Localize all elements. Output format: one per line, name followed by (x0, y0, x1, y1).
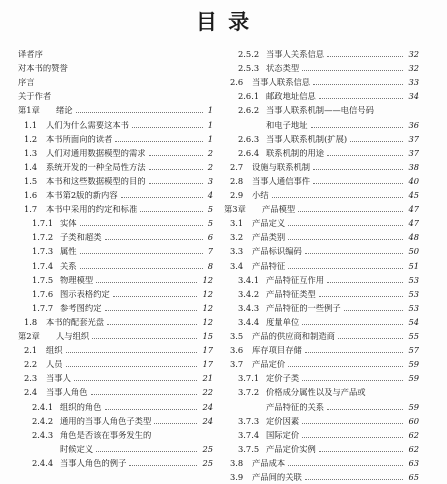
toc-leader-dots (149, 169, 203, 170)
toc-leader-dots (80, 268, 203, 269)
toc-entry-number: 2.3 (24, 374, 38, 384)
toc-entry[interactable] (224, 191, 419, 202)
toc-leader-dots (80, 253, 203, 254)
toc-entry[interactable] (18, 205, 213, 216)
toc-entry-number: 3.1 (230, 219, 244, 229)
toc-leader-dots (92, 338, 197, 339)
toc-entry[interactable] (18, 318, 213, 329)
toc-entry-title: 和电子地址 (266, 120, 308, 130)
toc-page-number: 36 (408, 120, 419, 130)
toc-entry-number: 1.3 (24, 148, 38, 158)
toc-entry-number: 2.4.2 (32, 416, 54, 426)
toc-entry-title: 小结 (252, 191, 269, 200)
toc-entry-title: 当事人联系机制(扩展) (266, 134, 348, 144)
toc-entry-title: 价格成分属性以及与产品或 (266, 388, 366, 398)
toc-leader-dots (91, 394, 198, 395)
toc-page-number: 5 (207, 205, 213, 215)
toc-entry[interactable] (224, 388, 419, 399)
toc-page-number: 53 (408, 289, 419, 299)
toc-leader-dots (338, 338, 403, 339)
toc-page-number: 38 (408, 162, 419, 172)
toc-entry-number: 1.1 (24, 120, 38, 130)
toc-entry-title: 绪论 (56, 106, 73, 116)
toc-entry-title: 邮政地址信息 (266, 92, 316, 102)
toc-entry[interactable] (18, 78, 213, 89)
toc-entry-number: 3.8 (230, 458, 244, 468)
toc-page-number: 32 (408, 50, 419, 59)
toc-entry[interactable] (224, 374, 419, 385)
toc-entry-title: 产品间的关联 (252, 473, 302, 482)
toc-leader-dots (344, 310, 404, 311)
toc-entry-title: 产品模型 (262, 205, 296, 215)
toc-entry-title: 当事人角色的例子 (60, 458, 127, 468)
toc-page-number: 62 (408, 444, 419, 454)
toc-page-number: 2 (207, 162, 213, 172)
toc-entry-title: 组织 (46, 346, 63, 356)
toc-entry[interactable] (224, 262, 419, 273)
toc-page-number: 24 (202, 416, 213, 426)
toc-entry-number: 2.5.3 (238, 64, 260, 74)
toc-entry-number: 2.4 (24, 388, 38, 398)
toc-entry[interactable] (224, 247, 419, 258)
toc-entry-number: 3.7.3 (238, 416, 260, 426)
toc-leader-dots (121, 197, 203, 198)
toc-entry[interactable] (224, 233, 419, 244)
toc-entry-title: 关系 (60, 261, 77, 271)
toc-page-number: 22 (202, 388, 213, 398)
toc-page-number: 12 (202, 289, 213, 299)
toc-entry[interactable] (18, 135, 213, 146)
toc-entry-number: 3.4 (230, 261, 244, 271)
toc-page-number: 6 (207, 233, 213, 243)
toc-entry-title: 库存项目存储 (252, 346, 302, 356)
toc-entry-title: 当事人角色 (46, 388, 88, 398)
toc-entry-number: 2.7 (230, 162, 244, 172)
toc-entry-number: 1.4 (24, 162, 38, 172)
toc-page-number: 1 (207, 134, 213, 144)
toc-entry[interactable] (18, 374, 213, 385)
toc-page-number: 15 (202, 332, 213, 341)
toc-entry[interactable] (18, 121, 213, 132)
toc-entry[interactable] (224, 121, 419, 132)
toc-leader-dots (313, 84, 403, 85)
toc-page-number: 65 (408, 473, 419, 482)
toc-leader-dots (74, 380, 198, 381)
toc-leader-dots (319, 296, 404, 297)
toc-entry[interactable] (18, 92, 213, 103)
toc-leader-dots (154, 423, 197, 424)
toc-entry-title: 产品定价 (252, 360, 286, 370)
toc-page-number: 37 (408, 148, 419, 158)
toc-entry-title: 当事人联系机制——电信号码 (266, 106, 374, 116)
toc-entry[interactable] (18, 403, 213, 414)
toc-entry-title: 状态类型 (266, 64, 300, 74)
toc-page-number: 59 (408, 374, 419, 384)
toc-leader-dots (129, 465, 197, 466)
toc-entry-number: 2.4.4 (32, 458, 54, 468)
toc-entry-title: 当事人关系信息 (266, 50, 325, 59)
toc-page-number: 59 (408, 360, 419, 370)
toc-entry[interactable] (224, 346, 419, 357)
toc-page-number: 57 (408, 346, 419, 356)
toc-leader-dots (96, 282, 197, 283)
toc-entry-title: 通用的当事人角色子类型 (60, 416, 152, 426)
toc-entry-number: 3.9 (230, 473, 244, 482)
toc-entry[interactable] (18, 149, 213, 160)
toc-entry[interactable] (18, 431, 213, 442)
toc-entry-title: 本书和这些数据模型的目的 (46, 176, 146, 186)
toc-leader-dots (302, 70, 403, 71)
toc-entry-number: 2.9 (230, 191, 244, 200)
toc-entry[interactable] (224, 78, 419, 89)
toc-page-number: 12 (202, 275, 213, 285)
toc-entry[interactable] (18, 276, 213, 287)
toc-entry[interactable] (18, 177, 213, 188)
toc-leader-dots (288, 225, 403, 226)
toc-entry-title: 时候定义 (60, 444, 94, 454)
toc-entry[interactable] (18, 332, 213, 343)
toc-page-number: 12 (202, 303, 213, 313)
toc-leader-dots (149, 183, 203, 184)
toc-entry[interactable] (224, 177, 419, 188)
toc-entry-number: 2.2 (24, 360, 38, 370)
toc-entry[interactable] (18, 106, 213, 117)
toc-entry[interactable] (18, 459, 213, 470)
toc-entry-title: 产品特征类型 (266, 289, 316, 299)
toc-entry-title: 属性 (60, 247, 77, 257)
toc-entry[interactable] (18, 64, 213, 75)
toc-entry-title: 产品标识编码 (252, 247, 302, 257)
toc-entry[interactable] (18, 219, 213, 230)
toc-leader-dots (327, 155, 403, 156)
toc-entry-title: 当事人 (46, 374, 71, 384)
toc-entry-title: 序言 (18, 78, 35, 88)
toc-page-number: 33 (408, 78, 419, 88)
toc-page-number: 1 (207, 106, 213, 116)
toc-leader-dots (305, 352, 404, 353)
toc-entry-title: 参考图约定 (60, 303, 102, 313)
toc-page-number: 60 (408, 416, 419, 426)
toc-page-number: 21 (202, 374, 213, 384)
toc-entry[interactable] (224, 473, 419, 484)
toc-entry-number: 3.4.2 (238, 289, 260, 299)
toc-page-number: 50 (408, 247, 419, 257)
toc-leader-dots (80, 225, 203, 226)
toc-entry-title: 产品的供应商和制造商 (252, 332, 335, 341)
toc-leader-dots (350, 141, 403, 142)
toc-entry[interactable] (224, 417, 419, 428)
toc-entry-number: 1.5 (24, 176, 38, 186)
toc-entry[interactable] (18, 163, 213, 174)
toc-leader-dots (327, 282, 403, 283)
toc-entry-number: 3.4.1 (238, 275, 260, 285)
toc-entry[interactable] (224, 64, 419, 75)
toc-page-number: 12 (202, 317, 213, 327)
toc-entry-number: 2.6.2 (238, 106, 260, 116)
toc-page-number: 17 (202, 346, 213, 356)
toc-leader-dots (76, 112, 203, 113)
toc-entry-title: 人与组织 (56, 332, 90, 341)
toc-entry[interactable] (18, 346, 213, 357)
toc-leader-dots (113, 296, 198, 297)
toc-entry[interactable] (224, 459, 419, 470)
toc-page-number: 1 (207, 120, 213, 130)
toc-leader-dots (311, 127, 404, 128)
toc-entry-title: 产品定价实例 (266, 444, 316, 454)
toc-entry-number: 3.4.4 (238, 317, 260, 327)
toc-entry-title: 定价子类 (266, 374, 300, 384)
toc-entry-title: 产品特征的一些例子 (266, 303, 341, 313)
toc-leader-dots (66, 366, 198, 367)
toc-entry-title: 联系机制的用途 (266, 148, 325, 158)
toc-leader-dots (288, 239, 403, 240)
toc-leader-dots (115, 141, 202, 142)
toc-page-number: 62 (408, 430, 419, 440)
toc-leader-dots (313, 183, 403, 184)
toc-entry[interactable] (18, 262, 213, 273)
toc-entry-title: 系统开发的一种全局性方法 (46, 162, 146, 172)
toc-entry[interactable] (18, 417, 213, 428)
toc-page-number: 5 (207, 219, 213, 229)
toc-entry[interactable] (224, 92, 419, 103)
toc-page-number: 17 (202, 360, 213, 370)
toc-page-number: 32 (408, 64, 419, 74)
toc-entry-number: 3.7.4 (238, 430, 260, 440)
toc-entry-title: 当事人通信事件 (252, 176, 311, 186)
toc-entry[interactable] (224, 445, 419, 456)
toc-leader-dots (272, 197, 404, 198)
toc-entry-number: 3.7 (230, 360, 244, 370)
toc-entry-number: 第2章 (18, 332, 40, 341)
toc-entry[interactable] (224, 106, 419, 117)
toc-entry-title: 定价因素 (266, 416, 300, 426)
toc-leader-dots (288, 366, 403, 367)
toc-entry-number: 3.4.3 (238, 303, 260, 313)
toc-leader-dots (132, 127, 203, 128)
toc-leader-dots (302, 380, 403, 381)
toc-page-number: 40 (408, 176, 419, 186)
toc-leader-dots (327, 56, 403, 57)
toc-entry-title: 关于作者 (18, 92, 52, 102)
toc-entry[interactable] (224, 360, 419, 371)
toc-entry[interactable] (224, 205, 419, 216)
toc-entry-title: 产品成本 (252, 458, 286, 468)
toc-page-number: 53 (408, 303, 419, 313)
toc-leader-dots (302, 324, 403, 325)
toc-page-number: 47 (408, 205, 419, 215)
toc-entry-title: 产品特征的关系 (266, 402, 325, 412)
toc-entry[interactable] (224, 219, 419, 230)
toc-entry[interactable] (224, 403, 419, 414)
toc-entry-number: 2.5.2 (238, 50, 260, 59)
toc-entry-number: 2.4.3 (32, 430, 54, 440)
toc-entry[interactable] (224, 304, 419, 315)
toc-entry-number: 3.7.2 (238, 388, 260, 398)
toc-entry[interactable] (224, 332, 419, 343)
toc-page-number: 25 (202, 458, 213, 468)
toc-page-number: 45 (408, 191, 419, 200)
toc-entry-title: 子类和超类 (60, 233, 102, 243)
toc-entry-title: 组织的角色 (60, 402, 102, 412)
toc-page-number: 3 (207, 176, 213, 186)
toc-entry-number: 第3章 (224, 205, 246, 215)
toc-page-number: 53 (408, 275, 419, 285)
toc-entry-title: 国际定价 (266, 430, 300, 440)
toc-page-number: 55 (408, 332, 419, 341)
toc-entry[interactable] (18, 247, 213, 258)
toc-page-number: 54 (408, 317, 419, 327)
toc-entry-title: 产品类别 (252, 233, 286, 243)
toc-entry-title: 角色是否该在事务发生的 (60, 430, 152, 440)
toc-entry-title: 度量单位 (266, 317, 300, 327)
toc-entry-number: 3.2 (230, 233, 244, 243)
toc-entry[interactable] (18, 388, 213, 399)
toc-entry-number: 2.4.1 (32, 402, 54, 412)
toc-entry-number: 3.7.1 (238, 374, 260, 384)
toc-entry-title: 人们为什么需要这本书 (46, 120, 129, 130)
toc-entry-title: 对本书的赞誉 (18, 64, 68, 74)
toc-entry-number: 2.8 (230, 176, 244, 186)
toc-entry-title: 人员 (46, 360, 63, 370)
toc-entry[interactable] (224, 149, 419, 160)
toc-leader-dots (298, 211, 403, 212)
toc-entry[interactable] (224, 290, 419, 301)
toc-leader-dots (305, 479, 404, 480)
toc-entry-title: 图示表格约定 (60, 289, 110, 299)
toc-entry[interactable] (224, 431, 419, 442)
toc-page-number: 4 (207, 191, 213, 200)
toc-entry-number: 1.7.7 (32, 303, 54, 313)
toc-entry-number: 1.7.6 (32, 289, 54, 299)
toc-entry-number: 1.6 (24, 191, 38, 200)
toc-entry-title: 产品定义 (252, 219, 286, 229)
toc-entry-title: 本书所面向的读者 (46, 134, 113, 144)
toc-entry-title: 本书中采用的约定和标准 (46, 205, 138, 215)
toc-page-number: 63 (408, 458, 419, 468)
toc-entry-title: 设施与联系机制 (252, 162, 311, 172)
toc-entry[interactable] (18, 304, 213, 315)
toc-entry-title: 本书第2版的新内容 (46, 191, 118, 200)
toc-leader-dots (302, 423, 403, 424)
toc-entry[interactable] (18, 445, 213, 456)
toc-page-number: 34 (408, 92, 419, 102)
toc-entry-title: 当事人联系信息 (252, 78, 311, 88)
toc-entry-number: 2.6 (230, 78, 244, 88)
toc-entry-title: 人们对通用数据模型的需求 (46, 148, 146, 158)
toc-leader-dots (105, 409, 198, 410)
toc-entry-number: 1.7.2 (32, 233, 54, 243)
toc-leader-dots (140, 211, 202, 212)
toc-page-number: 8 (207, 261, 213, 271)
toc-entry-number: 2.6.4 (238, 148, 260, 158)
toc-entry-number: 1.7.1 (32, 219, 54, 229)
toc-leader-dots (319, 98, 404, 99)
toc-page-number: 48 (408, 233, 419, 243)
toc-entry-number: 1.7.3 (32, 247, 54, 257)
toc-page-number: 47 (408, 219, 419, 229)
page-title: 目 录 (195, 10, 252, 34)
toc-page-number: 25 (202, 444, 213, 454)
toc-entry-number: 3.5 (230, 332, 244, 341)
toc-entry-number: 第1章 (18, 106, 40, 116)
toc-leader-dots (149, 155, 203, 156)
toc-entry-number: 1.7 (24, 205, 38, 215)
toc-page-number: 24 (202, 402, 213, 412)
toc-leader-dots (288, 465, 403, 466)
toc-leader-dots (327, 409, 403, 410)
toc-leader-dots (105, 239, 203, 240)
toc-entry-number: 1.8 (24, 317, 38, 327)
toc-page-number: 7 (207, 247, 213, 257)
toc-entry-number: 3.6 (230, 346, 244, 356)
toc-leader-dots (305, 253, 404, 254)
toc-entry[interactable] (18, 50, 213, 61)
toc-entry-title: 实体 (60, 219, 77, 229)
toc-page-number: 2 (207, 148, 213, 158)
toc-entry-number: 1.7.4 (32, 261, 54, 271)
toc-entry[interactable] (18, 191, 213, 202)
toc-leader-dots (105, 310, 198, 311)
toc-entry-number: 3.3 (230, 247, 244, 257)
toc-entry[interactable] (18, 233, 213, 244)
toc-entry-number: 2.6.1 (238, 92, 260, 102)
toc-entry-number: 1.7.5 (32, 275, 54, 285)
toc-leader-dots (313, 169, 403, 170)
toc-page-number: 59 (408, 402, 419, 412)
toc-page-number: 51 (408, 261, 419, 271)
toc-leader-dots (288, 268, 403, 269)
toc-entry[interactable] (224, 50, 419, 61)
toc-leader-dots (107, 324, 197, 325)
toc-entry[interactable] (224, 135, 419, 146)
toc-leader-dots (302, 437, 403, 438)
toc-entry-title: 产品特征互作用 (266, 275, 325, 285)
toc-entry[interactable] (224, 318, 419, 329)
toc-entry-title: 译者序 (18, 50, 43, 59)
toc-entry-number: 3.7.5 (238, 444, 260, 454)
toc-entry[interactable] (224, 163, 419, 174)
toc-entry-title: 物理模型 (60, 275, 94, 285)
toc-entry-title: 本书的配套光盘 (46, 317, 105, 327)
toc-entry-number: 2.6.3 (238, 134, 260, 144)
toc-entry-title: 产品特征 (252, 261, 286, 271)
toc-entry[interactable] (224, 276, 419, 287)
toc-entry[interactable] (18, 360, 213, 371)
toc-entry-number: 1.2 (24, 134, 38, 144)
toc-entry[interactable] (18, 290, 213, 301)
toc-entry-number: 2.1 (24, 346, 38, 356)
toc-leader-dots (66, 352, 198, 353)
toc-page-number: 37 (408, 134, 419, 144)
